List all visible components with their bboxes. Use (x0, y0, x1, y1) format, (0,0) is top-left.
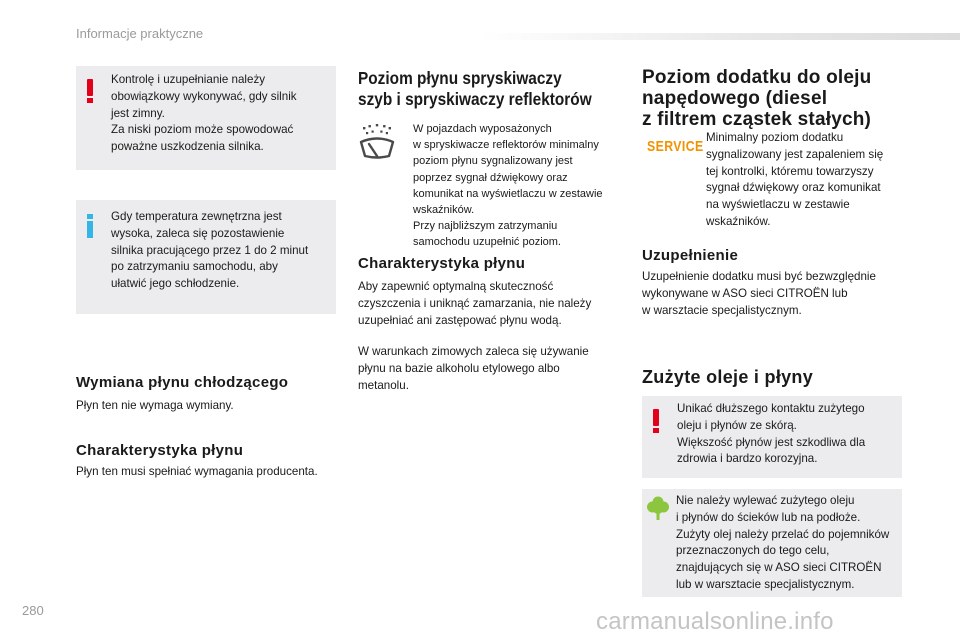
coolant-spec-text: Płyn ten musi spełniać wymagania producenta. (76, 465, 318, 478)
coolant-warning-box (76, 66, 336, 170)
refill-heading: Uzupełnienie (642, 247, 739, 264)
diesel-additive-intro-text: Minimalny poziom dodatku sygnalizowany jest zapaleniem się tej kontrolki, któremu towarzyszy sygnał dźwiękowy oraz komunikat na wyświetlaczu w zestawie wskaźników. (706, 131, 884, 228)
environment-tree-icon (647, 496, 669, 520)
service-warning-light: SERVICE (647, 138, 704, 155)
coolant-change-text: Płyn ten nie wymaga wymiany. (76, 399, 234, 412)
page-number: 280 (22, 603, 44, 618)
used-oils-heading: Zużyte oleje i płyny (642, 367, 814, 387)
coolant-spec-heading: Charakterystyka płynu (76, 442, 244, 459)
washer-intro-text: W pojazdach wyposażonych w spryskiwacze reflektorów minimalny poziom płynu sygnalizowany jest poprzez sygnał dźwiękowy oraz komunikat na wyświetlaczu w zestawie wskaźników. Przy najbliższym zatrzymaniu samochodu uzupełnić poziom. (413, 123, 603, 249)
used-oils-warning-text: Unikać dłuższego kontaktu zużytego oleju i płynów ze skórą. Większość płynów jest szkodliwa dla zdrowia i bardzo korozyjna. (677, 402, 866, 466)
washer-spec-text: Aby zapewnić optymalną skuteczność czyszczenia i uniknąć zamarzania, nie należy uzupełniać ani zastępować płynu wodą. (358, 280, 592, 327)
environment-text: Nie należy wylewać zużytego oleju i płynów do ścieków lub na podłoże. Zużyty olej należy przelać do pojemników przeznaczonych do tego celu, znajdujących się w ASO sieci CITROËN lub w warsztacie specjalistycznym. (676, 494, 890, 591)
warning-exclamation-icon (87, 79, 93, 103)
page-section-title: Informacje praktyczne (76, 26, 204, 41)
refill-text: Uzupełnienie dodatku musi być bezwzględnie wykonywane w ASO sieci CITROËN lub w warsztacie specjalistycznym. (642, 270, 876, 317)
coolant-change-heading: Wymiana płynu chłodzącego (76, 374, 289, 391)
watermark: carmanualsonline.info (596, 608, 834, 635)
coolant-warning-text: Kontrolę i uzupełnianie należy obowiązkowy wykonywać, gdy silnik jest zimny. Za niski poziom może spowodować poważne uszkodzenia silnika. (111, 73, 297, 154)
coolant-info-box (76, 200, 336, 314)
washer-level-heading: Poziom płynu spryskiwaczy szyb i spryskiwaczy reflektorów (358, 68, 592, 109)
washer-winter-text: W warunkach zimowych zaleca się używanie płynu na bazie alkoholu etylowego albo metanolu. (358, 345, 589, 392)
washer-spec-heading: Charakterystyka płynu (358, 255, 526, 272)
environment-box (642, 489, 902, 597)
warning-exclamation-icon (653, 409, 659, 433)
diesel-additive-heading: Poziom dodatku do oleju napędowego (diesel z filtrem cząstek stałych) (642, 67, 872, 130)
header-rule (480, 33, 960, 40)
coolant-info-text: Gdy temperatura zewnętrzna jest wysoka, zaleca się pozostawienie silnika pracującego przez 1 do 2 minut po zatrzymaniu samochodu, aby ułatwić jego schłodzenie. (111, 210, 309, 291)
info-icon (87, 214, 93, 238)
windscreen-washer-icon (358, 124, 396, 164)
used-oils-warning-box (642, 396, 902, 478)
